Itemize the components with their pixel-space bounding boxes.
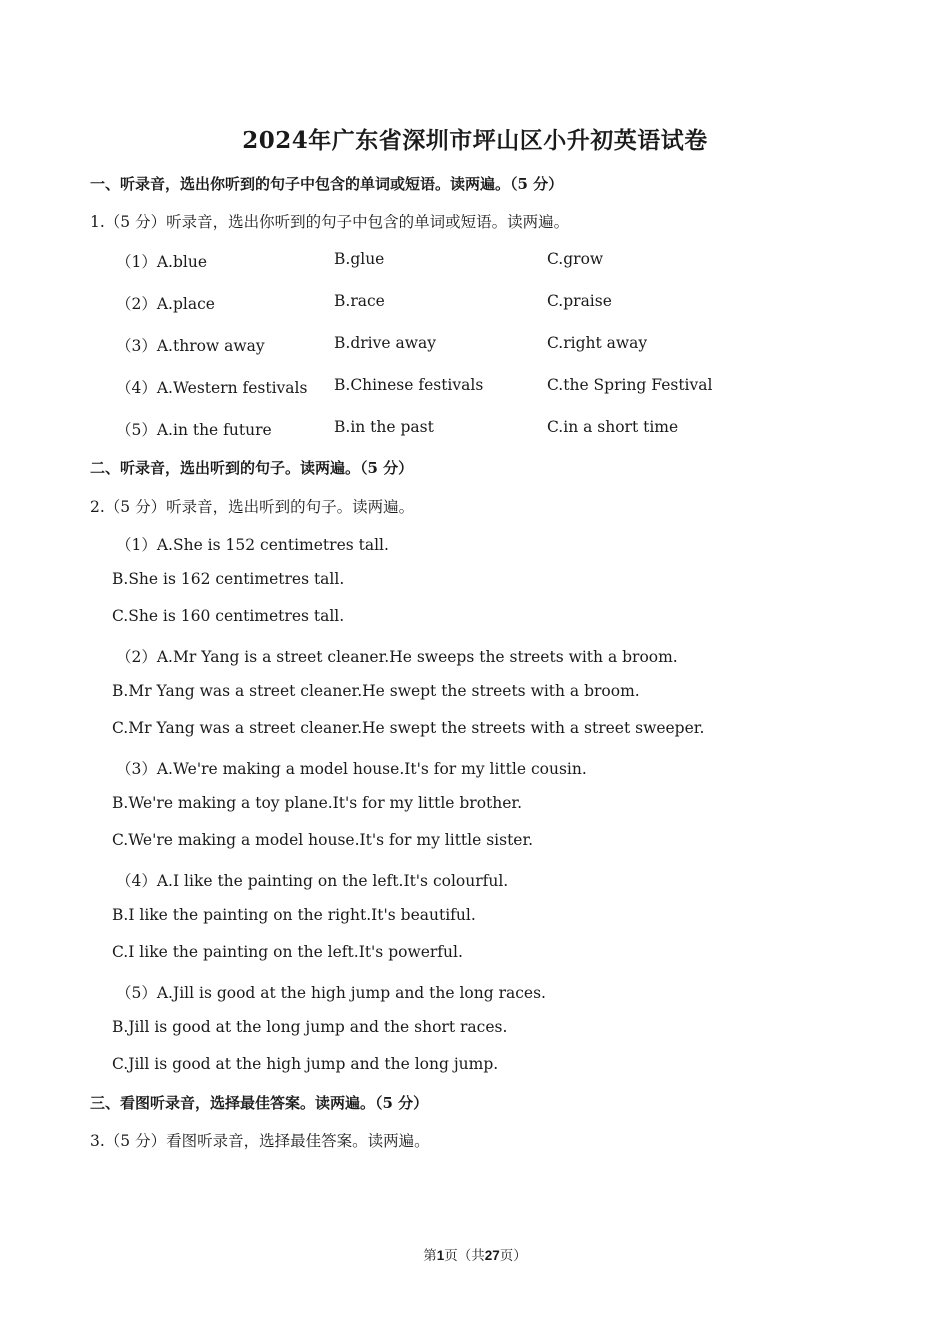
footer-page-number: 1 — [436, 1248, 445, 1263]
option-c: C.grow — [547, 250, 604, 268]
sentence-option: （5）A.Jill is good at the high jump and the long races. — [116, 984, 546, 1002]
option-c: C.right away — [547, 334, 648, 352]
footer-prefix: 第 — [423, 1248, 437, 1264]
page-footer — [0, 1244, 950, 1264]
question-3-stem: 3.（5 分）看图听录音，选择最佳答案。读两遍。 — [90, 1132, 430, 1150]
option-b: B.in the past — [334, 418, 434, 436]
footer-mid: 页（共 — [444, 1248, 485, 1264]
sentence-option: B.We're making a toy plane.It's for my little brother. — [112, 794, 523, 812]
sentence-option: B.I like the painting on the right.It's beautiful. — [112, 906, 476, 924]
sentence-option: （4）A.I like the painting on the left.It's colourful. — [116, 872, 509, 890]
sentence-option: （1）A.She is 152 centimetres tall. — [116, 536, 389, 554]
section-2-heading: 二、听录音，选出听到的句子。读两遍。（5 分） — [90, 459, 414, 477]
sentence-option: C.Mr Yang was a street cleaner.He swept the streets with a street sweeper. — [112, 719, 705, 737]
option-c: C.the Spring Festival — [547, 376, 713, 394]
sentence-option: B.She is 162 centimetres tall. — [112, 570, 345, 588]
question-2-stem: 2.（5 分）听录音，选出听到的句子。读两遍。 — [90, 498, 415, 516]
footer-total-pages: 27 — [484, 1248, 500, 1263]
option-a: （3）A.throw away — [116, 337, 265, 355]
question-1-option-row — [0, 292, 950, 316]
section-3-heading: 三、看图听录音，选择最佳答案。读两遍。（5 分） — [90, 1094, 429, 1112]
question-1-stem: 1.（5 分）听录音，选出你听到的句子中包含的单词或短语。读两遍。 — [90, 213, 570, 231]
sentence-option: B.Jill is good at the long jump and the short races. — [112, 1018, 508, 1036]
sentence-option: C.We're making a model house.It's for my little sister. — [112, 831, 534, 849]
option-a: （1）A.blue — [116, 253, 208, 271]
option-b: B.race — [334, 292, 385, 310]
option-a: （4）A.Western festivals — [116, 379, 308, 397]
section-1-heading: 一、听录音，选出你听到的句子中包含的单词或短语。读两遍。（5 分） — [90, 175, 564, 193]
sentence-option: C.She is 160 centimetres tall. — [112, 607, 345, 625]
option-b: B.glue — [334, 250, 385, 268]
option-a: （5）A.in the future — [116, 421, 272, 439]
sentence-option: （2）A.Mr Yang is a street cleaner.He sweeps the streets with a broom. — [116, 648, 678, 666]
footer-suffix: 页） — [499, 1248, 527, 1264]
sentence-option: C.Jill is good at the high jump and the long jump. — [112, 1055, 499, 1073]
question-1-option-row — [0, 334, 950, 358]
sentence-option: （3）A.We're making a model house.It's for my little cousin. — [116, 760, 587, 778]
option-a: （2）A.place — [116, 295, 215, 313]
sentence-option: B.Mr Yang was a street cleaner.He swept the streets with a broom. — [112, 682, 640, 700]
option-b: B.Chinese festivals — [334, 376, 484, 394]
option-b: B.drive away — [334, 334, 436, 352]
option-c: C.in a short time — [547, 418, 679, 436]
sentence-option: C.I like the painting on the left.It's powerful. — [112, 943, 463, 961]
question-1-option-row — [0, 376, 950, 400]
page-title: 2024年广东省深圳市坪山区小升初英语试卷 — [242, 127, 708, 154]
option-c: C.praise — [547, 292, 612, 310]
question-1-option-row — [0, 418, 950, 442]
question-1-option-row — [0, 250, 950, 274]
